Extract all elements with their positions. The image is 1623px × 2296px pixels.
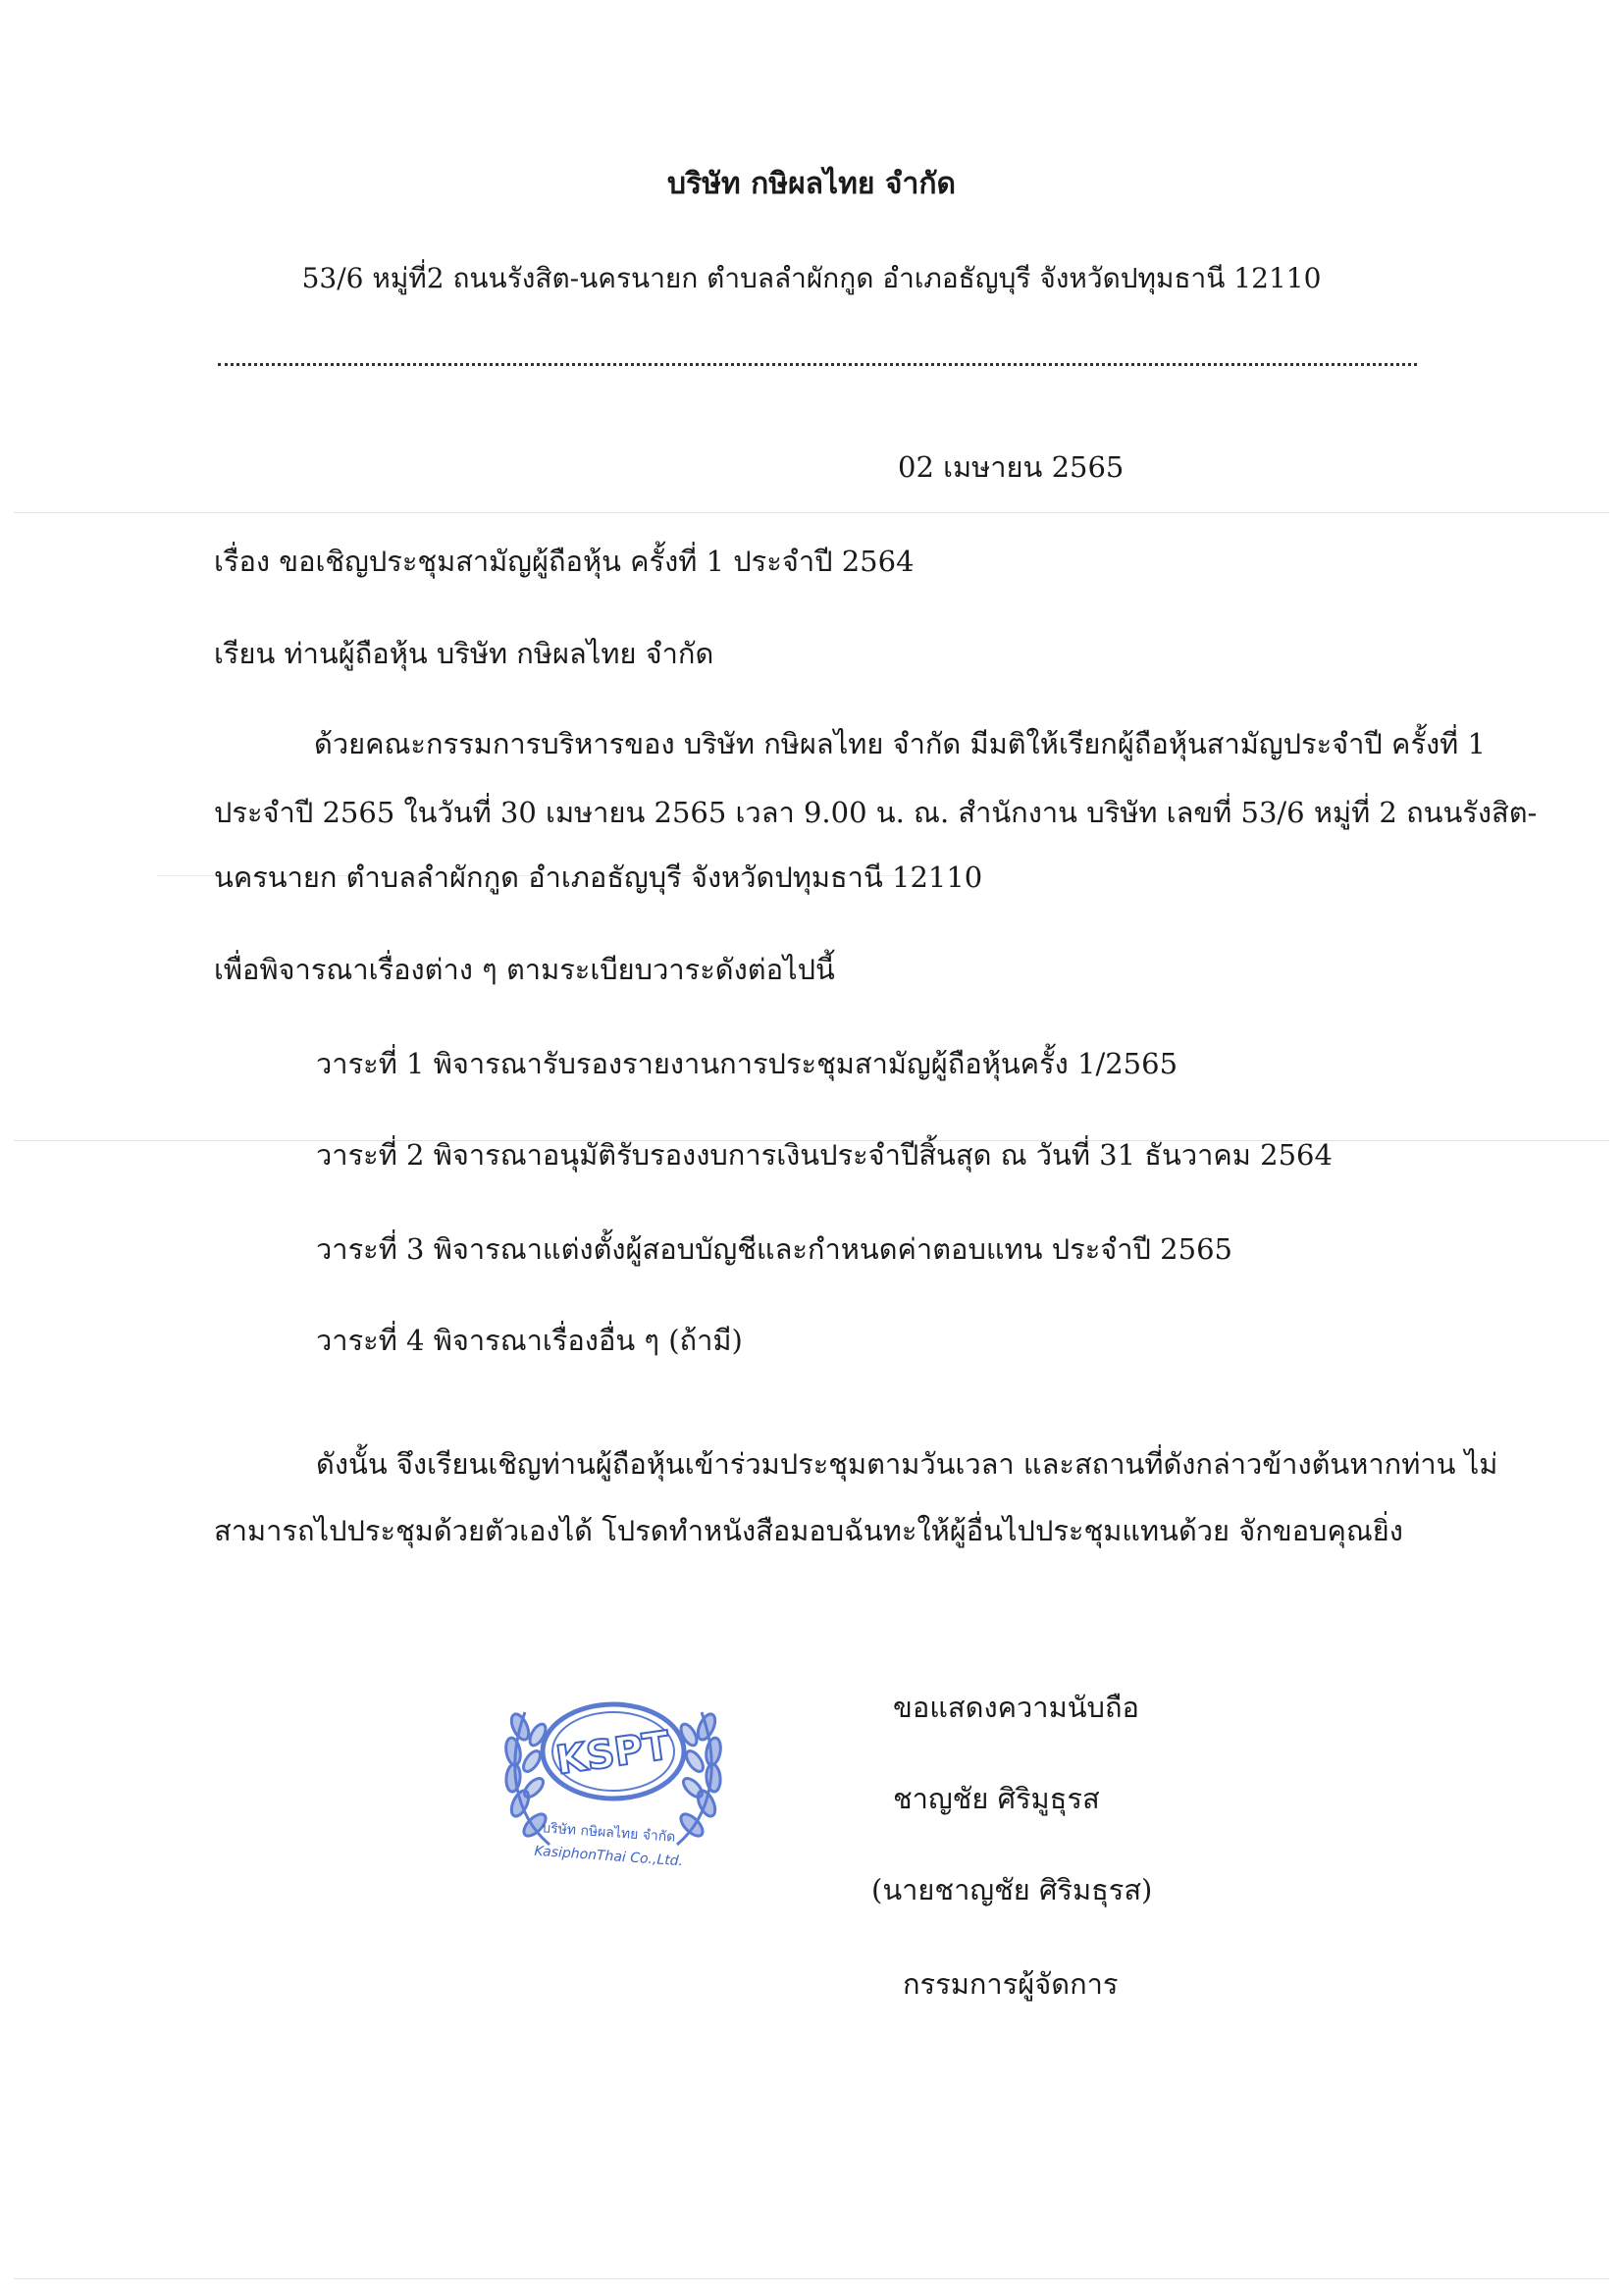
- company-address: 53/6 หมู่ที่2 ถนนรังสิต-นครนายก ตำบลลำผักกูด อำเภอธัญบุรี จังหวัดปทุมธานี 12110: [301, 262, 1322, 294]
- body-line-1: ด้วยคณะกรรมการบริหารของ บริษัท กษิผลไทย จำกัด มีมติให้เรียกผู้ถือหุ้นสามัญประจำปี ครั้งที่ 1: [314, 727, 1486, 760]
- letter-salutation: เรียน ท่านผู้ถือหุ้น บริษัท กษิผลไทย จำกัด: [214, 637, 714, 670]
- company-seal-stamp: [481, 1658, 746, 1894]
- scan-artifact-line: [14, 512, 1609, 513]
- seal-logo-text: KSPT: [552, 1723, 673, 1784]
- body-line-2: ประจำปี 2565 ในวันที่ 30 เมษายน 2565 เวลา 9.00 น. ณ. สำนักงาน บริษัท เลขที่ 53/6 หมู่ที่ 2 ถนนรังสิต-: [214, 796, 1538, 829]
- closing-line-2: สามารถไปประชุมด้วยตัวเองได้ โปรดทำหนังสือมอบฉันทะให้ผู้อื่นไปประชุมแทนด้วย จักขอบคุณยิ่ง: [214, 1514, 1403, 1547]
- closing-line-1: ดังนั้น จึงเรียนเชิญท่านผู้ถือหุ้นเข้าร่วมประชุมตามวันเวลา และสถานที่ดังกล่าวข้างต้นหากท่าน ไม่: [316, 1447, 1498, 1481]
- agenda-intro: เพื่อพิจารณาเรื่องต่าง ๆ ตามระเบียบวาระดังต่อไปนี้: [214, 953, 835, 986]
- scan-artifact-line: [14, 2278, 1609, 2279]
- seal-name-en: KasiphonThai Co.,Ltd.: [533, 1843, 684, 1870]
- agenda-item-4: วาระที่ 4 พิจารณาเรื่องอื่น ๆ (ถ้ามี): [316, 1324, 743, 1357]
- dotted-divider: [218, 363, 1417, 366]
- signatory-position: กรรมการผู้จัดการ: [903, 1967, 1119, 2001]
- agenda-item-2: วาระที่ 2 พิจารณาอนุมัติรับรองงบการเงินประจำปีสิ้นสุด ณ วันที่ 31 ธันวาคม 2564: [316, 1138, 1333, 1172]
- company-name: บริษัท กษิผลไทย จำกัด: [666, 167, 956, 201]
- signatory-printed-name: (นายชาญชัย ศิริมธุรส): [871, 1873, 1153, 1906]
- signature-name: ชาญชัย ศิริมูธุรส: [893, 1782, 1100, 1815]
- seal-name-th: บริษัท กษิผลไทย จำกัด: [541, 1820, 676, 1846]
- body-line-3: นครนายก ตำบลลำผักกูด อำเภอธัญบุรี จังหวัดปทุมธานี 12110: [214, 861, 983, 894]
- letter-subject: เรื่อง ขอเชิญประชุมสามัญผู้ถือหุ้น ครั้งที่ 1 ประจำปี 2564: [214, 545, 915, 578]
- closing-regards: ขอแสดงความนับถือ: [893, 1691, 1139, 1724]
- agenda-item-3: วาระที่ 3 พิจารณาแต่งตั้งผู้สอบบัญชีและกำหนดค่าตอบแทน ประจำปี 2565: [316, 1232, 1232, 1266]
- letter-date: 02 เมษายน 2565: [898, 450, 1125, 484]
- agenda-item-1: วาระที่ 1 พิจารณารับรองรายงานการประชุมสามัญผู้ถือหุ้นครั้ง 1/2565: [316, 1047, 1178, 1080]
